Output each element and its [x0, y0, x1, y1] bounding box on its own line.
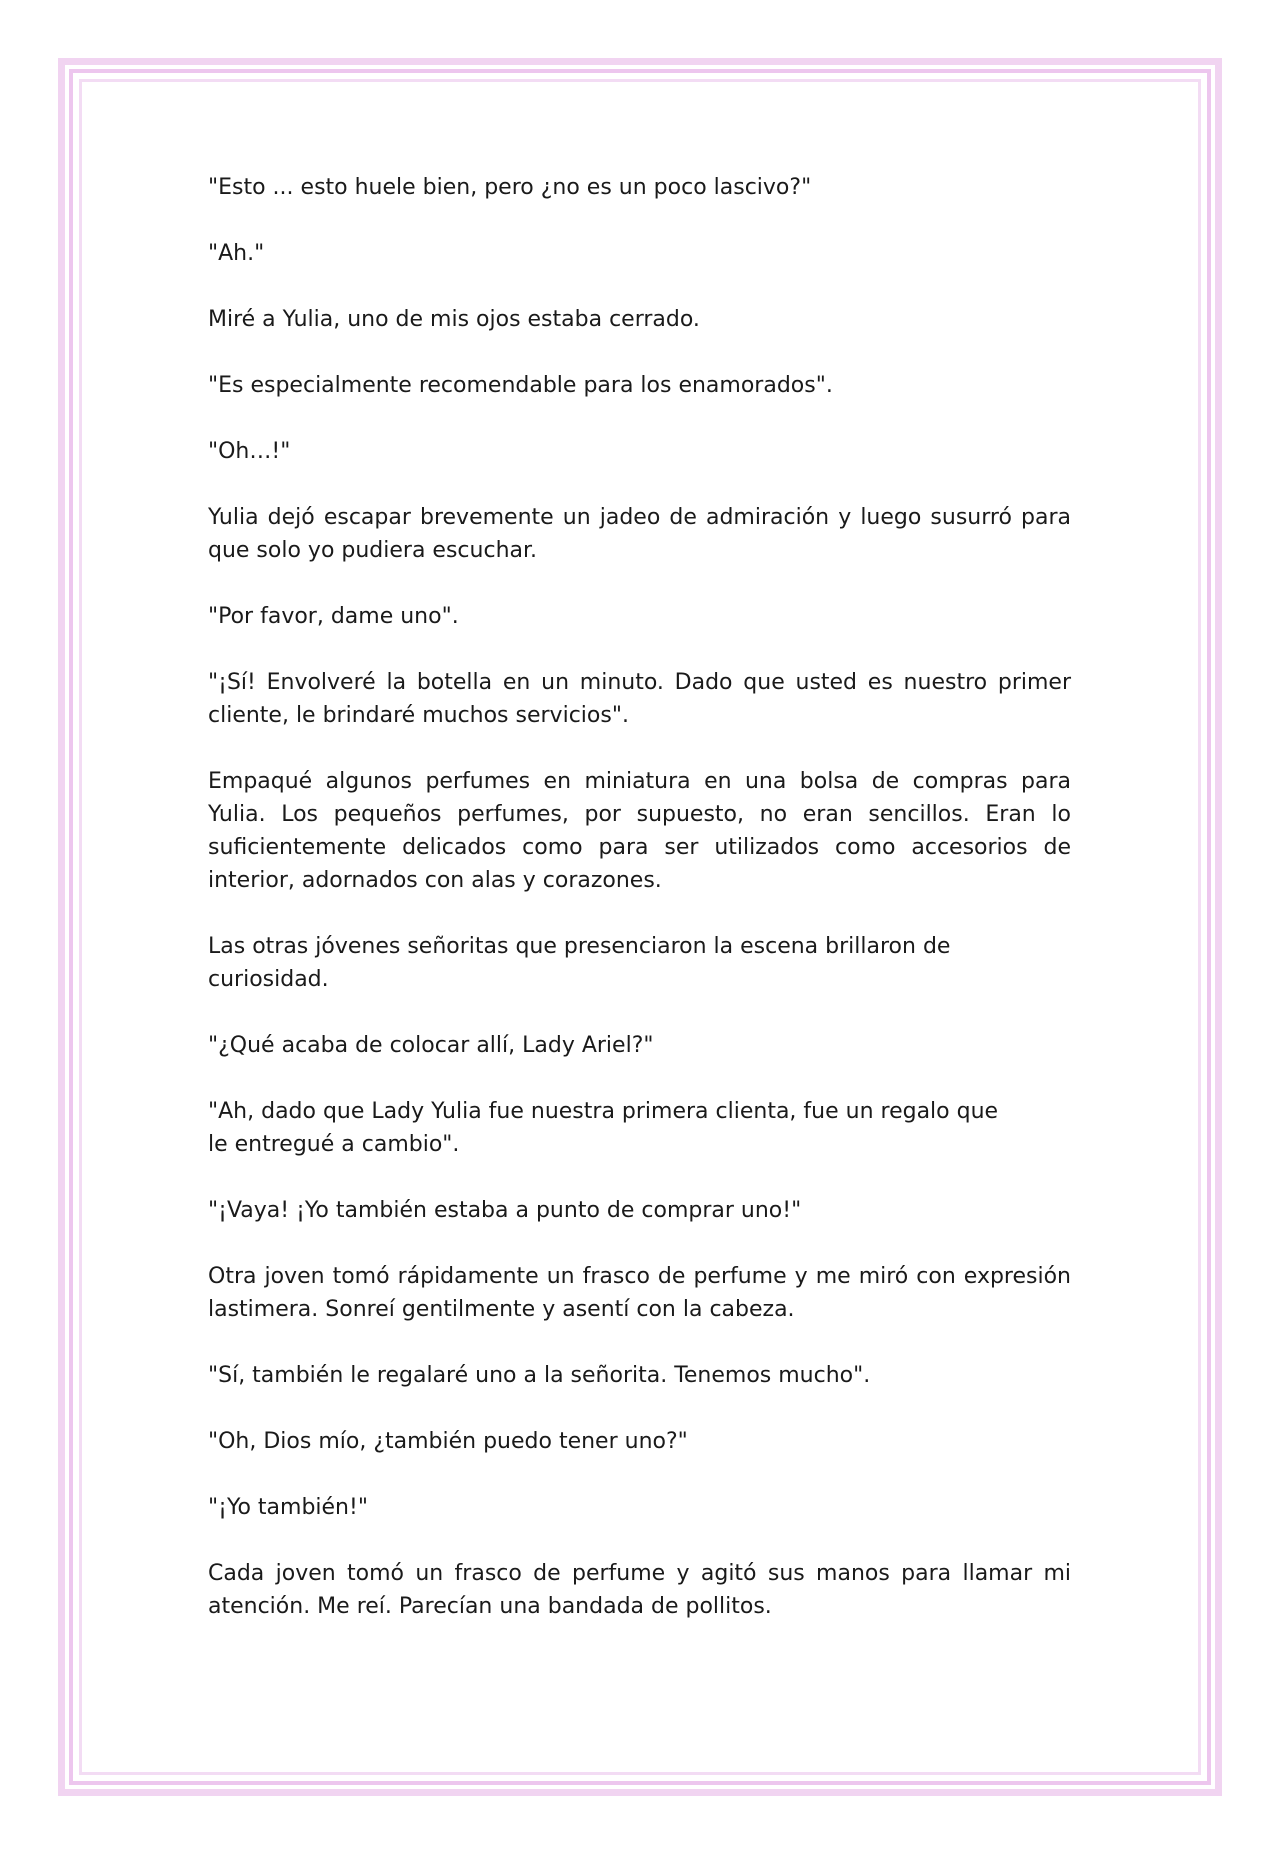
- paragraph: "¡Sí! Envolveré la botella en un minuto. Dado que usted es nuestro primer cliente, le brindaré muchos servicios".: [208, 670, 1071, 728]
- paragraph: "Esto ... esto huele bien, pero ¿no es un poco lascivo?": [208, 175, 812, 200]
- paragraph: "¡Yo también!": [208, 1495, 368, 1520]
- paragraph: "Es especialmente recomendable para los enamorados".: [208, 373, 833, 398]
- paragraph: "Oh, Dios mío, ¿también puedo tener uno?": [208, 1429, 688, 1454]
- paragraph: "Oh…!": [208, 439, 291, 464]
- paragraph: Miré a Yulia, uno de mis ojos estaba cerrado.: [208, 307, 700, 332]
- paragraph: "¡Vaya! ¡Yo también estaba a punto de comprar uno!": [208, 1198, 802, 1223]
- paragraph: "Por favor, dame uno".: [208, 604, 459, 629]
- paragraph: Otra joven tomó rápidamente un frasco de perfume y me miró con expresión lastimera. Sonreí gentilmente y asentí con la cabeza.: [208, 1264, 1071, 1322]
- paragraph: "¿Qué acaba de colocar allí, Lady Ariel?": [208, 1033, 654, 1058]
- paragraph: Yulia dejó escapar brevemente un jadeo de admiración y luego susurró para que solo yo pudiera escuchar.: [208, 505, 1071, 563]
- paragraph: "Sí, también le regalaré uno a la señorita. Tenemos mucho".: [208, 1363, 871, 1388]
- paragraph: "Ah, dado que Lady Yulia fue nuestra primera clienta, fue un regalo que le entregué a cambio".: [208, 1099, 999, 1157]
- paragraph: Cada joven tomó un frasco de perfume y agitó sus manos para llamar mi atención. Me reí. Parecían una bandada de pollitos.: [208, 1561, 1071, 1619]
- document-body: [208, 171, 1071, 1656]
- paragraph: Las otras jóvenes señoritas que presenciaron la escena brillaron de curiosidad.: [208, 934, 951, 992]
- paragraph: "Ah.": [208, 241, 265, 266]
- paragraph: Empaqué algunos perfumes en miniatura en una bolsa de compras para Yulia. Los pequeños perfumes, por supuesto, no eran sencillos. Eran lo suficientemente delicados como para ser utilizados como accesorios de interior, adornados con alas y corazones.: [208, 769, 1071, 893]
